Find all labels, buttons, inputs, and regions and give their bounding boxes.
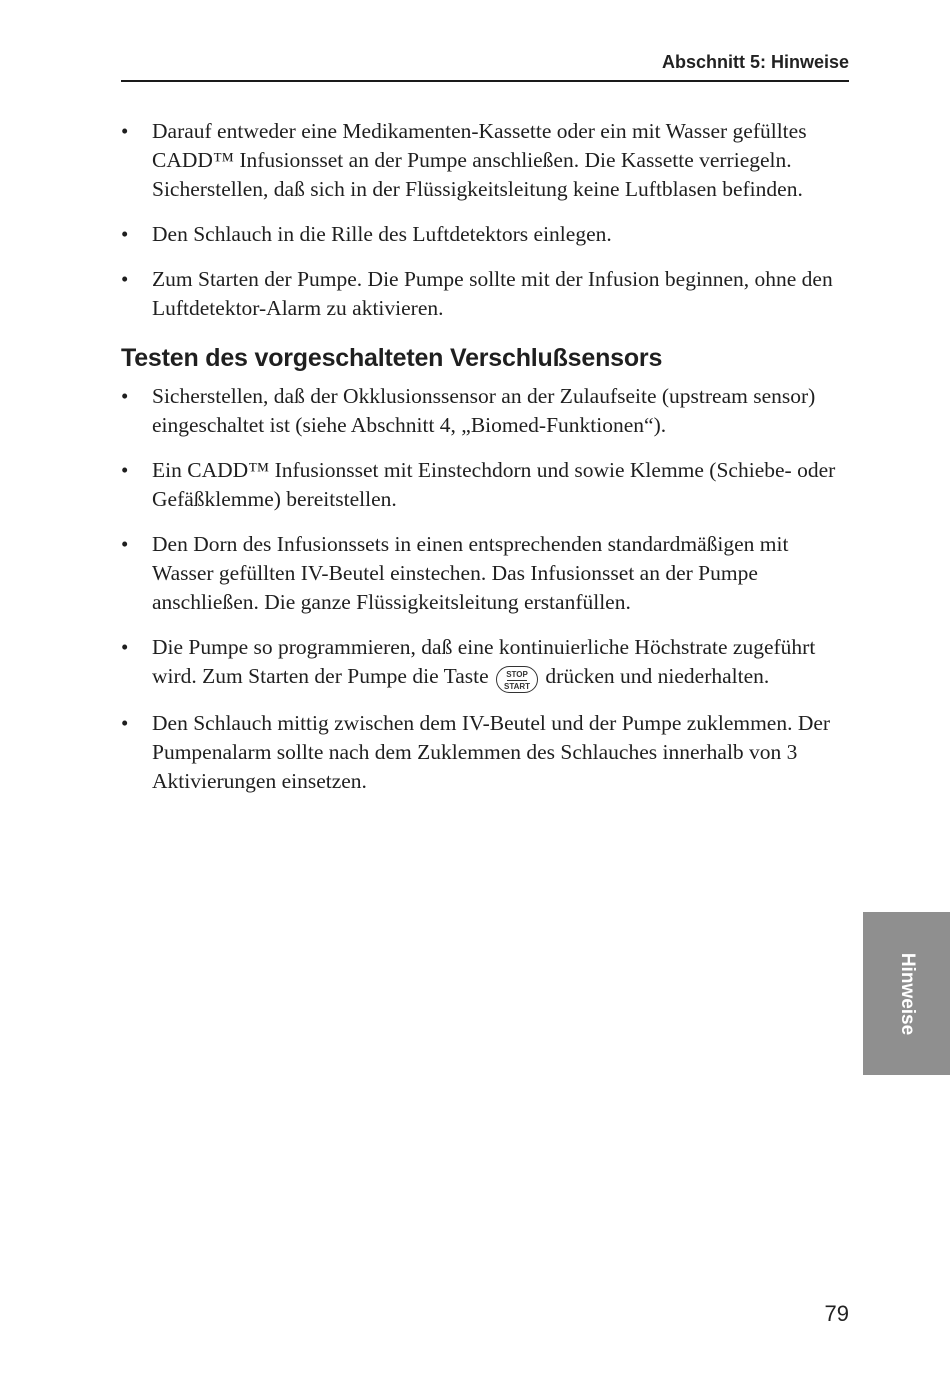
intro-bullet-list (121, 117, 849, 323)
bullet-icon: • (121, 267, 129, 291)
list-item (121, 117, 849, 204)
list-item-text: Sicherstellen, daß der Okklusionssensor an der Zulaufseite (upstream sensor) eingeschaltet ist (siehe Abschnitt 4, „Biomed-Funktionen“). (152, 384, 816, 437)
list-item-text-after-key: drücken und niederhalten. (540, 664, 770, 688)
section-heading: Testen des vorgeschalteten Verschlußsensors (121, 344, 663, 372)
bullet-icon: • (121, 384, 129, 408)
side-tab (863, 912, 950, 1075)
page-number: 79 (824, 1301, 849, 1326)
bullet-icon: • (121, 711, 129, 735)
list-item-text: Ein CADD™ Infusionsset mit Einstechdorn und sowie Klemme (Schiebe- oder Gefäßklemme) bereitstellen. (152, 458, 836, 511)
list-item (121, 633, 849, 693)
list-item-text: Den Schlauch mittig zwischen dem IV-Beutel und der Pumpe zuklemmen. Der Pumpenalarm sollte nach dem Zuklemmen des Schlauches innerhalb von 3 Aktivierungen einsetzen. (152, 711, 831, 793)
running-header: Abschnitt 5: Hinweise (661, 52, 849, 72)
section-bullet-list (121, 382, 849, 796)
key-divider (507, 680, 527, 681)
list-item-text: Darauf entweder eine Medikamenten-Kassette oder ein mit Wasser gefülltes CADD™ Infusionsset an der Pumpe anschließen. Die Kassette verriegeln. Sicherstellen, daß sich in der Flüssigkeitsleitung keine Luftblasen befinden. (152, 119, 807, 201)
list-item (121, 265, 849, 323)
stop-start-key-icon (496, 666, 538, 693)
bullet-icon: • (121, 222, 129, 246)
bullet-icon: • (121, 635, 129, 659)
page-content (121, 117, 849, 812)
header-rule (121, 80, 849, 82)
list-item-text: Zum Starten der Pumpe. Die Pumpe sollte mit der Infusion beginnen, ohne den Luftdetektor-Alarm zu aktivieren. (152, 267, 833, 320)
list-item (121, 382, 849, 440)
bullet-icon: • (121, 119, 129, 143)
list-item-text: Den Dorn des Infusionssets in einen entsprechenden standardmäßigen mit Wasser gefüllten IV-Beutel einstechen. Das Infusionsset an der Pumpe anschließen. Die ganze Flüssigkeitsleitung erstanfüllen. (152, 532, 789, 614)
key-label-start: START (503, 682, 531, 691)
key-label-stop: STOP (506, 670, 528, 679)
bullet-icon: • (121, 532, 129, 556)
list-item-text-before-key: Die Pumpe so programmieren, daß eine kontinuierliche Höchstrate zugeführt wird. Zum Starten der Pumpe die Taste (152, 635, 816, 688)
list-item (121, 220, 849, 249)
list-item-text: Den Schlauch in die Rille des Luftdetektors einlegen. (152, 222, 612, 246)
list-item (121, 456, 849, 514)
bullet-icon: • (121, 458, 129, 482)
list-item (121, 709, 849, 796)
list-item (121, 530, 849, 617)
side-tab-label: Hinweise (896, 952, 918, 1035)
